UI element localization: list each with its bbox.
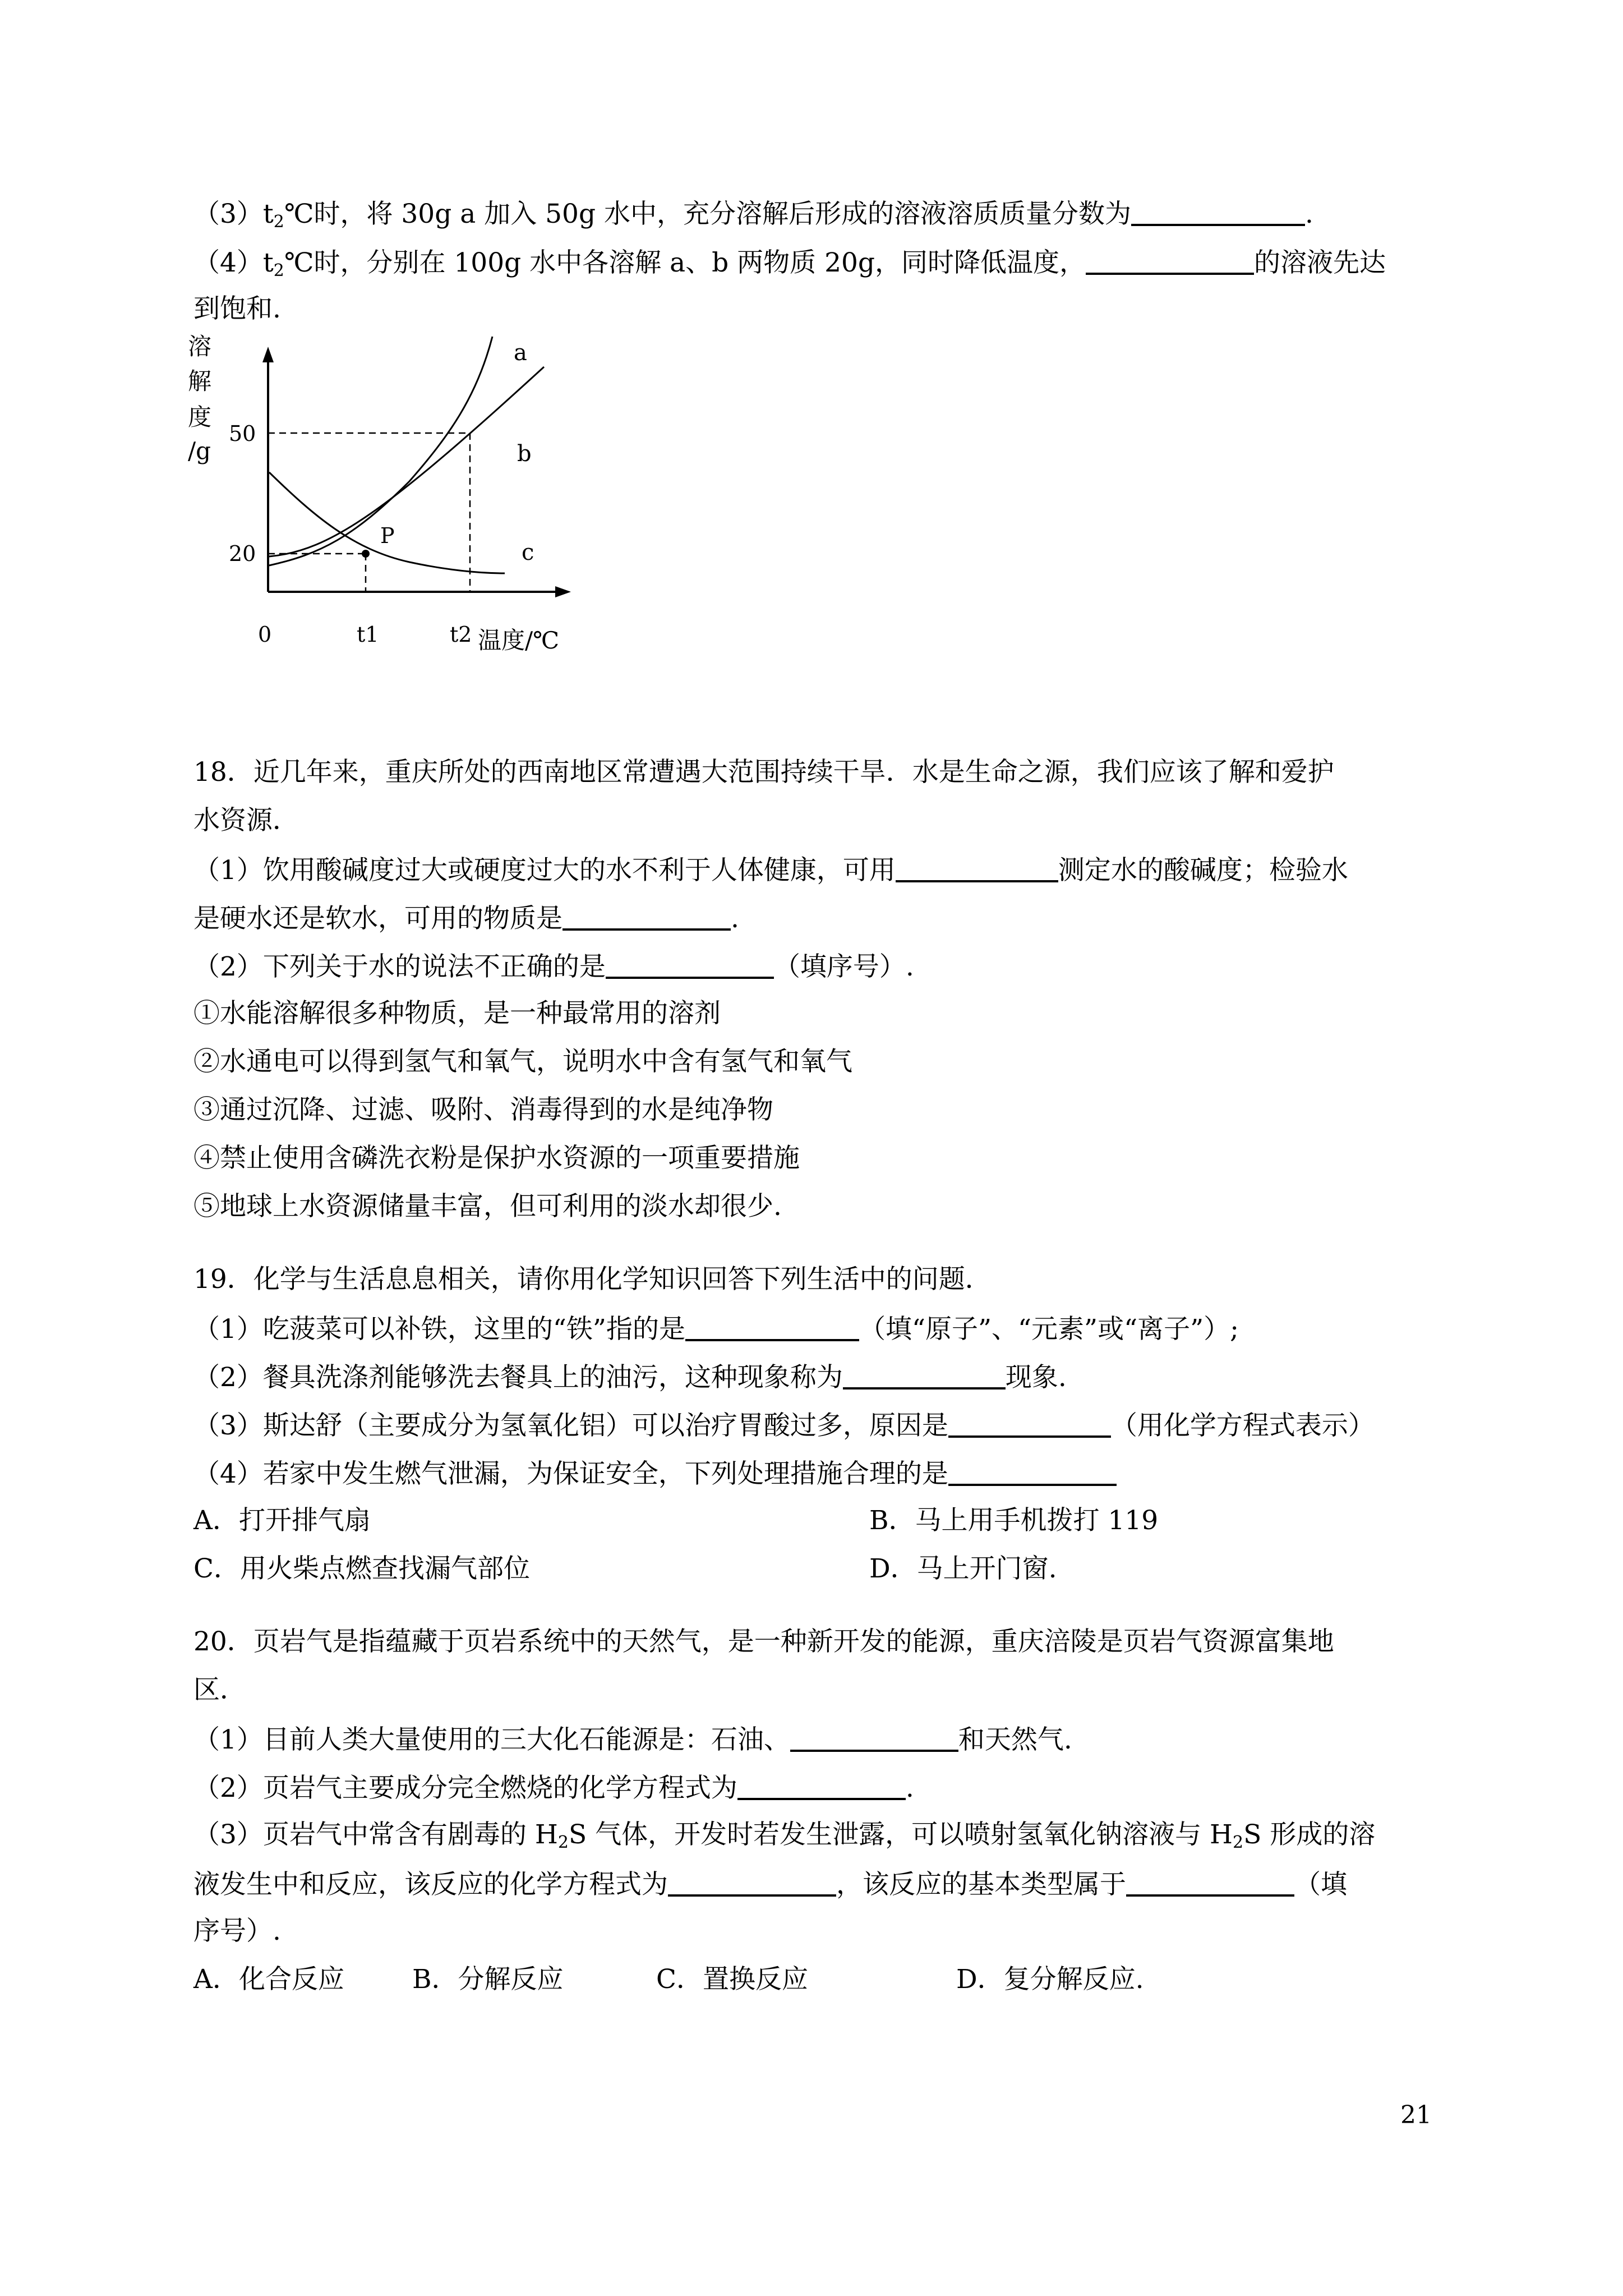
x-axis-arrow: [555, 586, 571, 597]
q17-part3-sub: 2: [273, 212, 284, 232]
q20-part2-end: .: [905, 1773, 914, 1803]
q18-item-5: ⑤地球上水资源储量丰富，但可利用的淡水却很少.: [193, 1191, 782, 1222]
answer-blank[interactable]: [790, 1725, 958, 1752]
answer-blank[interactable]: [562, 904, 731, 931]
q20-part3-cont: [193, 1870, 1347, 1898]
q20-part3-text-d: 液发生中和反应，该反应的化学方程式为: [193, 1869, 668, 1900]
q19-intro: 19．化学与生活息息相关，请你用化学知识回答下列生活中的问题．: [193, 1264, 992, 1295]
q19-option-b: B．马上用手机拨打 119: [869, 1505, 1159, 1536]
answer-blank[interactable]: [685, 1314, 859, 1341]
q19-part2-text-b: 现象.: [1005, 1362, 1067, 1393]
page-number: 21: [1400, 2101, 1432, 2129]
y-tick-50: 50: [229, 421, 256, 446]
q20-part3-text-c: S 形成的溶: [1243, 1819, 1376, 1850]
q19-part3-text-b: （用化学方程式表示）: [1110, 1410, 1375, 1441]
q18-intro-cont: 水资源．: [193, 805, 299, 836]
answer-blank[interactable]: [843, 1363, 1006, 1389]
q20-intro: 20．页岩气是指蕴藏于页岩系统中的天然气，是一种新开发的能源，重庆涪陵是页岩气资源富集地: [193, 1626, 1334, 1657]
origin-label: 0: [258, 622, 272, 647]
series-label-a: a: [514, 340, 527, 366]
q19-part4: [193, 1459, 1117, 1487]
q18-item-1: ①水能溶解很多种物质，是一种最常用的溶剂: [193, 998, 721, 1029]
answer-blank[interactable]: [1086, 248, 1254, 275]
q19-part2-text-a: （2）餐具洗涤剂能够洗去餐具上的油污，这种现象称为: [193, 1362, 843, 1393]
q19-part2: [193, 1363, 1067, 1391]
q17-part4-text-b: ℃时，分别在 100g 水中各溶解 a、b 两物质 20g，同时降低温度，: [284, 247, 1086, 278]
q18-part1-cont: [193, 904, 739, 932]
q20-option-c: C．置换反应: [656, 1964, 808, 1995]
series-label-c: c: [522, 540, 534, 565]
q17-part3: [193, 199, 1313, 232]
q17-part4: [193, 247, 1386, 280]
y-axis-label: 溶 解 度 /g: [188, 333, 212, 464]
q18-part2: [193, 952, 914, 980]
x-axis-label: 温度/℃: [478, 627, 560, 654]
answer-blank[interactable]: [1126, 1870, 1294, 1897]
q18-part2-text-b: （填序号）.: [773, 951, 914, 982]
q17-part3-end: .: [1304, 199, 1313, 229]
q20-part3-sub1: 2: [557, 1833, 569, 1852]
q17-part4-cont: 到饱和.: [193, 293, 281, 324]
q20-part3-text-b: S 气体，开发时若发生泄露，可以喷射氢氧化钠溶液与 H: [568, 1819, 1233, 1850]
q17-part3-text-a: （3）t: [193, 199, 274, 229]
q18-part2-text-a: （2）下列关于水的说法不正确的是: [193, 951, 606, 982]
q20-part3-text-f: （填: [1294, 1869, 1347, 1900]
q20-option-a: A．化合反应: [193, 1964, 344, 1995]
q20-part1: [193, 1725, 1072, 1753]
q19-part4-text-a: （4）若家中发生燃气泄漏，为保证安全，下列处理措施合理的是: [193, 1458, 948, 1489]
point-p: [362, 550, 370, 558]
q17-part3-text-b: ℃时，将 30g a 加入 50g 水中，充分溶解后形成的溶液溶质质量分数为: [284, 199, 1131, 229]
q19-part3: [193, 1411, 1375, 1439]
q20-part3-end: 序号）.: [193, 1916, 281, 1947]
q20-part1-text-b: 和天然气.: [958, 1724, 1072, 1755]
q20-intro-cont: 区．: [193, 1674, 246, 1705]
series-label-b: b: [517, 441, 532, 467]
q20-part3-sub2: 2: [1233, 1833, 1244, 1852]
q17-part4-text-a: （4）t: [193, 247, 274, 278]
q20-part2: [193, 1773, 914, 1801]
q18-part1-text-a: （1）饮用酸碱度过大或硬度过大的水不利于人体健康，可用: [193, 855, 896, 886]
q18-intro: 18．近几年来，重庆所处的西南地区常遭遇大范围持续干旱．水是生命之源，我们应该了解和爱护: [193, 757, 1334, 788]
answer-blank[interactable]: [1131, 199, 1305, 226]
answer-blank[interactable]: [948, 1459, 1117, 1486]
q18-item-3: ③通过沉降、过滤、吸附、消毒得到的水是纯净物: [193, 1094, 773, 1125]
q20-option-d: D．复分解反应.: [956, 1964, 1144, 1995]
q19-part1-text-b: （填“原子”、“元素”或“离子”）;: [859, 1314, 1239, 1345]
q20-part1-text-a: （1）目前人类大量使用的三大化石能源是：石油、: [193, 1724, 790, 1755]
answer-blank[interactable]: [896, 855, 1058, 882]
solubility-chart: [185, 331, 589, 724]
answer-blank[interactable]: [737, 1773, 906, 1800]
q20-part3: [193, 1819, 1376, 1852]
q19-part3-text-a: （3）斯达舒（主要成分为氢氧化铝）可以治疗胃酸过多，原因是: [193, 1410, 948, 1441]
q20-option-b: B．分解反应: [412, 1964, 564, 1995]
q18-part1: [193, 855, 1348, 884]
q17-part4-text-c: 的溶液先达: [1253, 247, 1386, 278]
x-tick-t2: t2: [450, 622, 472, 647]
q20-part2-text-a: （2）页岩气主要成分完全燃烧的化学方程式为: [193, 1773, 737, 1803]
q18-item-4: ④禁止使用含磷洗衣粉是保护水资源的一项重要措施: [193, 1143, 800, 1174]
q18-part1-end: .: [731, 903, 739, 934]
curve-b: [269, 367, 544, 556]
point-label-p: P: [380, 523, 395, 548]
q19-part1: [193, 1314, 1239, 1345]
q19-option-c: C．用火柴点燃查找漏气部位: [193, 1553, 530, 1584]
answer-blank[interactable]: [668, 1870, 836, 1897]
answer-blank[interactable]: [948, 1411, 1111, 1438]
q19-option-a: A．打开排气扇: [193, 1505, 371, 1536]
q19-part1-text-a: （1）吃菠菜可以补铁，这里的“铁”指的是: [193, 1314, 685, 1345]
x-tick-t1: t1: [357, 622, 379, 647]
q19-option-d: D．马上开门窗.: [869, 1553, 1057, 1584]
y-tick-20: 20: [229, 541, 256, 566]
q18-part1-text-c: 是硬水还是软水，可用的物质是: [193, 903, 562, 934]
q20-part3-text-a: （3）页岩气中常含有剧毒的 H: [193, 1819, 558, 1850]
y-axis-arrow: [262, 347, 274, 362]
answer-blank[interactable]: [606, 952, 774, 979]
q17-part4-sub: 2: [273, 261, 284, 280]
q20-part3-text-e: ，该反应的基本类型属于: [836, 1869, 1126, 1900]
q18-item-2: ②水通电可以得到氢气和氧气，说明水中含有氢气和氧气: [193, 1046, 852, 1077]
q18-part1-text-b: 测定水的酸碱度；检验水: [1058, 855, 1348, 886]
